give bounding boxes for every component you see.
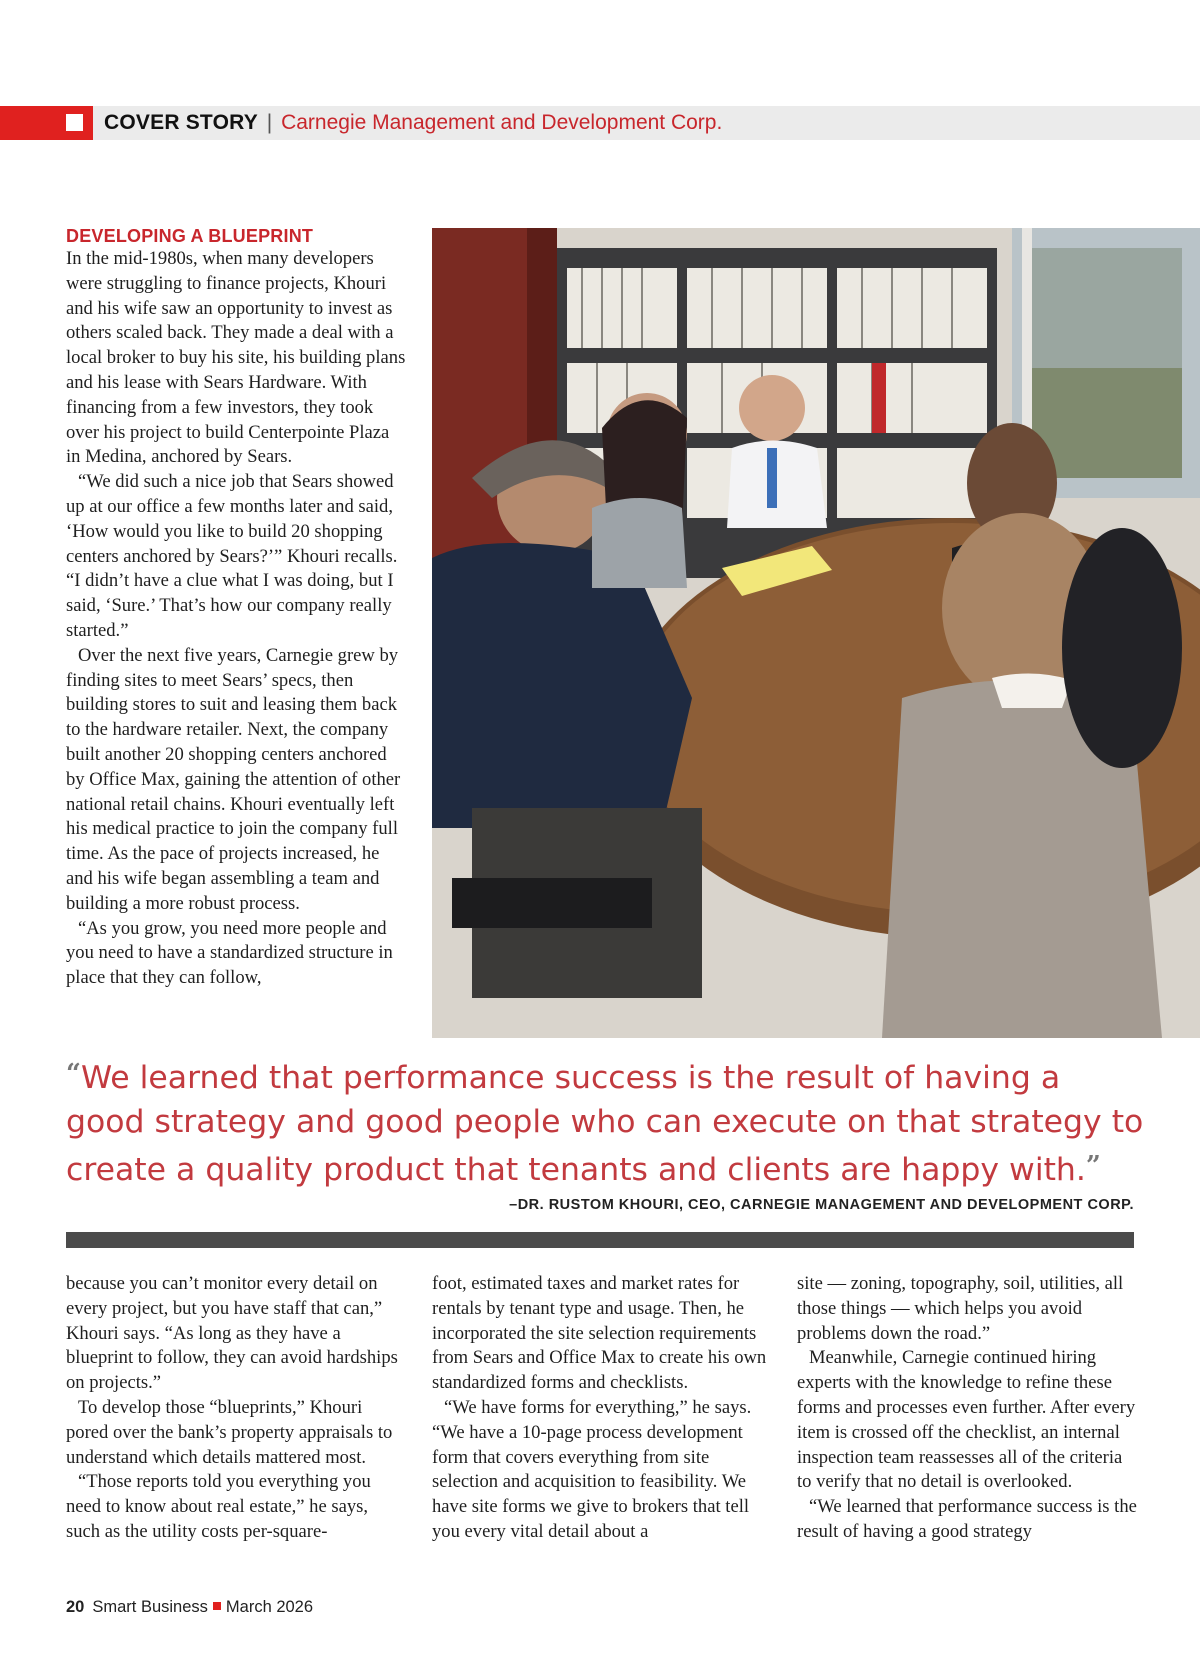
footer-bullet-icon — [213, 1602, 221, 1610]
publication-name: Smart Business — [92, 1598, 208, 1616]
page-number: 20 — [66, 1598, 85, 1616]
quote-attribution: –DR. RUSTOM KHOURI, CEO, CARNEGIE MANAGEMENT AND DEVELOPMENT CORP. — [509, 1197, 1134, 1213]
paragraph: “We did such a nice job that Sears showed up at our office a few months later and said, ‘How would you like to build 20 shopping centers anchored by Sears?’” Khouri recalls. “I didn’t have a clue what I was doing, but I said, ‘Sure.’ That’s how our company really started.” — [66, 471, 398, 641]
left-column — [66, 225, 406, 991]
paragraph: “We have forms for everything,” he says. “We have a 10-page process development form that covers everything from site selection and acquisition to feasibility. We have site forms we give to brokers that tell you every vital detail about a — [432, 1396, 752, 1542]
section-header — [104, 108, 722, 138]
paragraph: To develop those “blueprints,” Khouri pored over the bank’s property appraisals to understand which details mattered most. — [66, 1396, 393, 1468]
column-3 — [797, 1272, 1137, 1545]
paragraph: site — zoning, topography, soil, utilities, all those things — which helps you avoid problems down the road.” — [797, 1273, 1124, 1344]
issue-date: March 2026 — [225, 1598, 314, 1616]
page-footer — [66, 1598, 313, 1617]
paragraph: “Those reports told you everything you need to know about real estate,” he says, such as the utility costs per-square- — [66, 1471, 371, 1542]
paragraph: Meanwhile, Carnegie continued hiring experts with the knowledge to refine these forms and processes even further. After every item is crossed off the checklist, an internal inspection team reassesses all of the criteria to verify that no detail is overlooked. — [797, 1347, 1136, 1493]
paragraph: because you can’t monitor every detail on every project, but you have staff that can,” Khouri says. “As long as they have a blueprint to follow, they can avoid hardships on projects.” — [66, 1273, 398, 1394]
pull-quote-text: We learned that performance success is the result of having a good strategy and good people who can execute on that strategy to create a quality product that tenants and clients are happy with. — [66, 1060, 1144, 1188]
subhead: DEVELOPING A BLUEPRINT — [66, 226, 314, 246]
company-name: Carnegie Management and Development Corp. — [281, 111, 723, 134]
pull-quote — [66, 1052, 1146, 1192]
paragraph: Over the next five years, Carnegie grew by finding sites to meet Sears’ specs, then building stores to suit and leasing them back to the hardware retailer. Next, the company built another 20 shopping centers anchored by Office Max, gaining the attention of other national retail chains. Khouri eventually left his medical practice to join the company full time. As the pace of projects increased, he and his wife began assembling a team and building a more robust process. — [66, 644, 401, 914]
header-separator: | — [266, 111, 273, 134]
divider-rule — [66, 1232, 1134, 1248]
close-quote-mark: ” — [1085, 1151, 1101, 1181]
paragraph: foot, estimated taxes and market rates for rentals by tenant type and usage. Then, he incorporated the site selection requirements from Sears and Office Max to create his own standardized forms and checklists. — [432, 1273, 767, 1394]
paragraph: “We learned that performance success is the result of having a good strategy — [797, 1496, 1137, 1542]
meeting-photo — [432, 228, 1200, 1038]
paragraph: In the mid-1980s, when many developers were struggling to finance projects, Khouri and his wife saw an opportunity to invest as others scaled back. They made a deal with a local broker to buy his site, his building plans and his lease with Sears Hardware. With financing from a few investors, they took over his project to build Centerpointe Plaza in Medina, anchored by Sears. — [66, 248, 406, 468]
section-label: COVER STORY — [104, 111, 258, 134]
column-2 — [432, 1272, 772, 1545]
header-square-icon — [66, 114, 83, 131]
open-quote-mark: “ — [66, 1059, 81, 1089]
column-1 — [66, 1272, 406, 1545]
paragraph: “As you grow, you need more people and you need to have a standardized structure in place that they can follow, — [66, 917, 393, 989]
